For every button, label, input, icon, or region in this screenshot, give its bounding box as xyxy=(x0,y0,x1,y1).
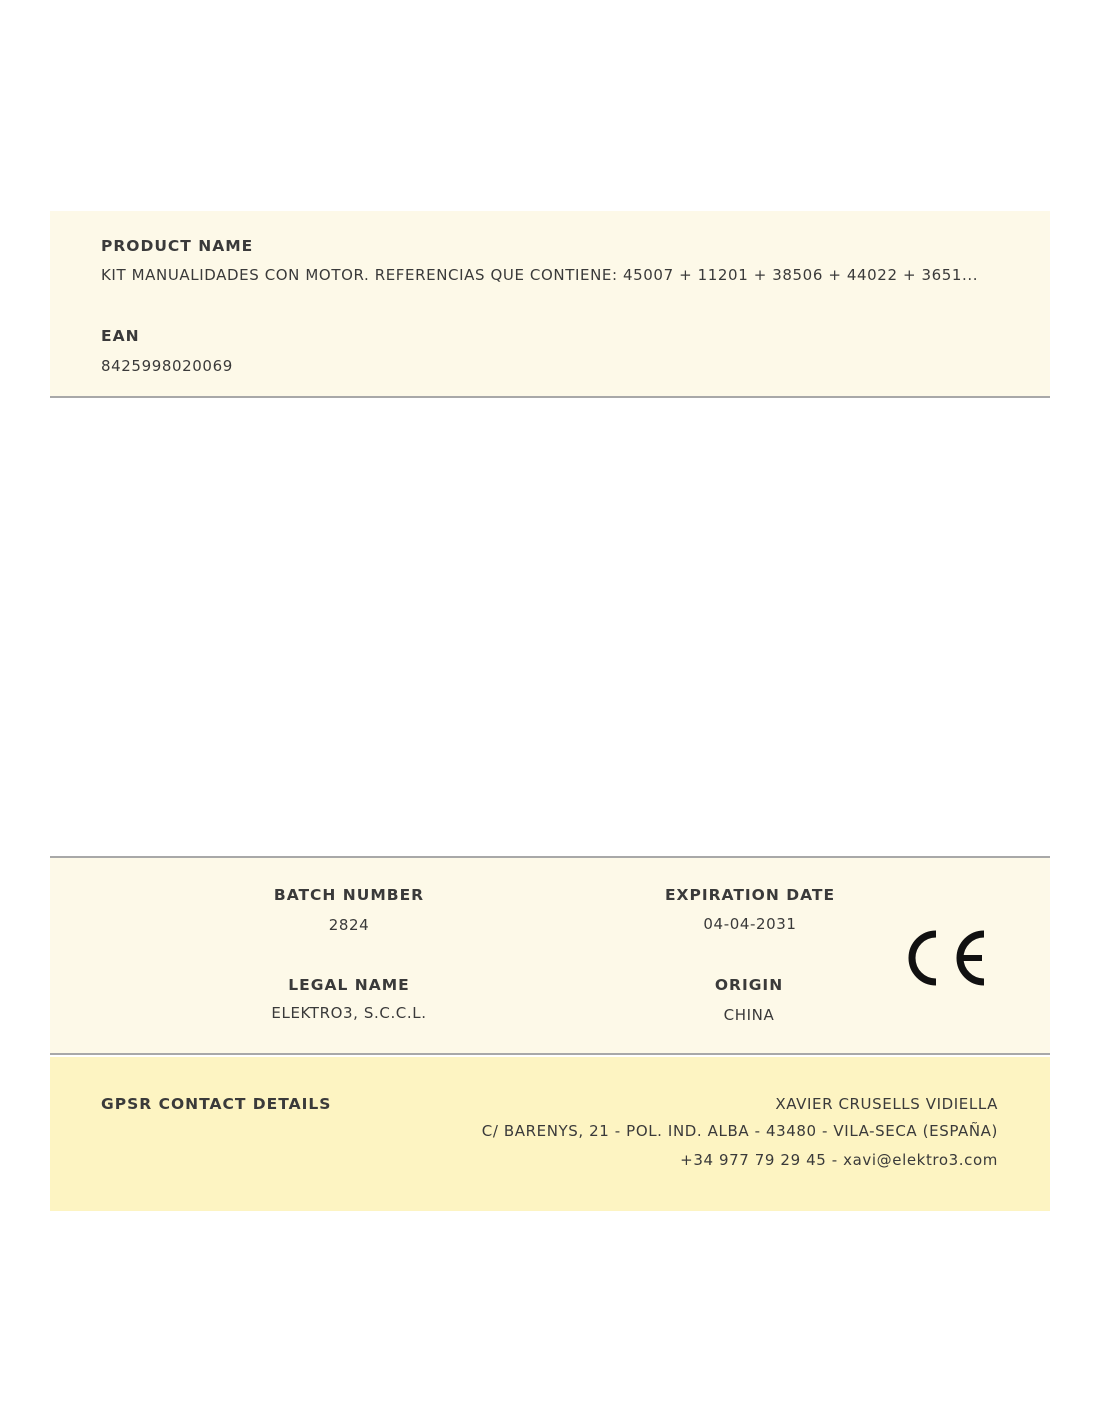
product-section xyxy=(50,211,1050,398)
contact-phone-email: +34 977 79 29 45 - xavi@elektro3.com xyxy=(680,1151,998,1169)
origin-value: CHINA xyxy=(723,1006,775,1024)
contact-section xyxy=(50,1057,1050,1211)
contact-address: C/ BARENYS, 21 - POL. IND. ALBA - 43480 - VILA-SECA (ESPAÑA) xyxy=(481,1122,998,1140)
info-section xyxy=(50,856,1050,1055)
product-name-label: PRODUCT NAME xyxy=(101,237,254,255)
batch-number-value: 2824 xyxy=(328,916,370,934)
expiration-date-label: EXPIRATION DATE xyxy=(664,886,836,904)
origin-label: ORIGIN xyxy=(714,976,784,994)
gpsr-contact-label: GPSR CONTACT DETAILS xyxy=(101,1095,332,1113)
ce-mark-icon xyxy=(906,928,990,988)
batch-number-label: BATCH NUMBER xyxy=(273,886,425,904)
expiration-date-value: 04-04-2031 xyxy=(703,915,797,933)
ean-label: EAN xyxy=(101,327,140,345)
ean-value: 8425998020069 xyxy=(101,357,233,375)
contact-name: XAVIER CRUSELLS VIDIELLA xyxy=(775,1095,998,1113)
product-name-value: KIT MANUALIDADES CON MOTOR. REFERENCIAS QUE CONTIENE: 45007 + 11201 + 38506 + 44022 + 3651... xyxy=(101,266,979,284)
legal-name-value: ELEKTRO3, S.C.C.L. xyxy=(271,1004,427,1022)
legal-name-label: LEGAL NAME xyxy=(288,976,410,994)
